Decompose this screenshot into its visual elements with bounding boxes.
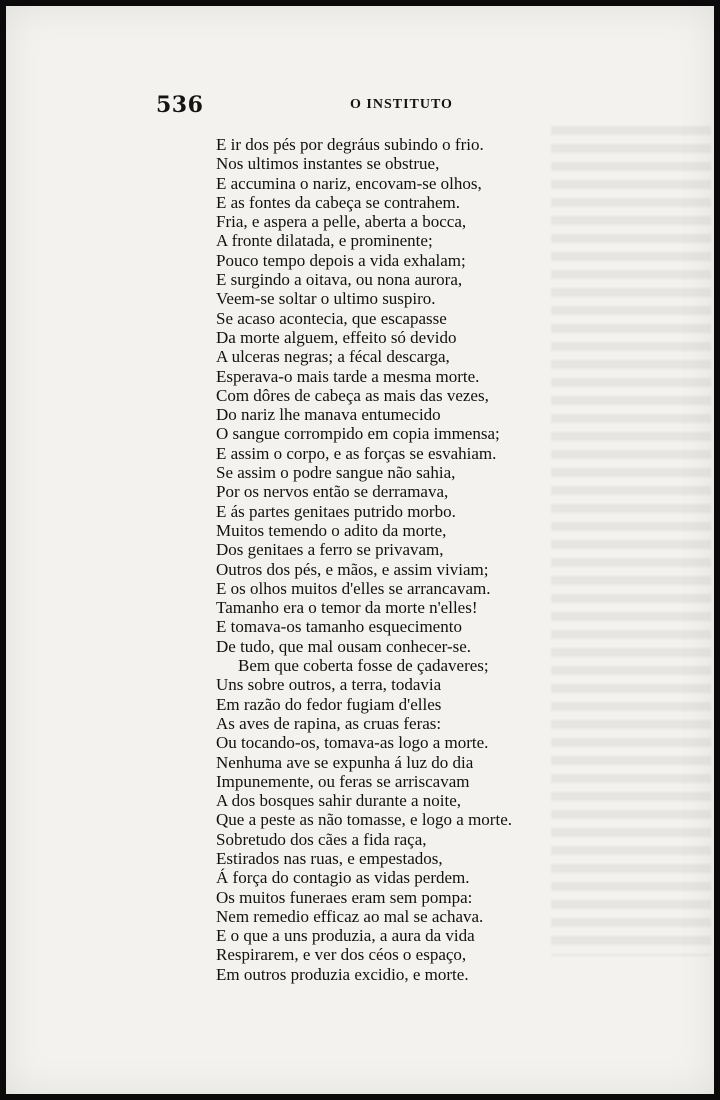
poem-line: Os muitos funeraes eram sem pompa: [216,887,473,907]
poem-line: Estirados nas ruas, e empestados, [216,848,443,868]
poem-line: Sobretudo dos cães a fida raça, [216,829,427,849]
poem-line: E ás partes genitaes putrido morbo. [216,501,456,521]
page-number: 536 [156,92,204,118]
poem-line: E accumina o nariz, encovam-se olhos, [216,173,482,193]
poem-line: Por os nervos então se derramava, [216,482,449,502]
poem-line: E os olhos muitos d'elles se arrancavam. [216,578,491,598]
poem-line: Se assim o podre sangue não sahia, [216,463,456,483]
poem-line: E ir dos pés por degráus subindo o frio. [216,135,484,154]
poem-line: Dos genitaes a ferro se privavam, [216,540,444,560]
poem-line: Tamanho era o temor da morte n'elles! [216,598,478,618]
poem-line: O sangue corrompido em copia immensa; [216,424,500,444]
poem-line: Á força do contagio as vidas perdem. [216,868,470,888]
poem-line: Muitos temendo o adito da morte, [216,520,447,540]
poem-line: Nem remedio efficaz ao mal se achava. [216,906,484,926]
poem-line: Ou tocando-os, tomava-as logo a morte. [216,733,489,753]
poem-line: Fria, e aspera a pelle, aberta a bocca, [216,212,467,232]
poem-line: Do nariz lhe manava entumecido [216,405,441,425]
poem-line: E o que a uns produzia, a aura da vida [216,926,475,946]
poem-text [216,135,546,984]
poem-line: Nos ultimos instantes se obstrue, [216,154,440,174]
poem-line: E assim o corpo, e as forças se esvahiam. [216,443,497,463]
poem-line: Veem-se soltar o ultimo suspiro. [216,289,436,309]
poem-line: Pouco tempo depois a vida exhalam; [216,250,466,270]
poem-line: Da morte alguem, effeito só devido [216,327,457,347]
poem-line: Nenhuma ave se expunha á luz do dia [216,752,474,772]
poem-line: A fronte dilatada, e prominente; [216,231,433,251]
poem-line: Uns sobre outros, a terra, todavia [216,675,442,695]
poem-line: A ulceras negras; a fécal descarga, [216,347,450,367]
poem-line: Que a peste as não tomasse, e logo a morte. [216,810,512,830]
poem-line: Em outros produzia excidio, e morte. [216,964,469,984]
poem-line: As aves de rapina, as cruas feras: [216,713,442,733]
poem-line: Com dôres de cabeça as mais das vezes, [216,385,489,405]
book-page [6,6,714,1094]
running-title: O INSTITUTO [350,97,453,112]
show-through-text [551,126,711,956]
poem-line: Esperava-o mais tarde a mesma morte. [216,366,480,386]
poem-line: A dos bosques sahir durante a noite, [216,791,462,811]
poem-line: Em razão do fedor fugiam d'elles [216,694,442,714]
poem-line: Outros dos pés, e mãos, e assim viviam; [216,559,489,579]
poem-line: Se acaso acontecia, que escapasse [216,308,447,328]
poem-line: Bem que coberta fosse de çadaveres; [238,656,489,676]
poem-line: Impunemente, ou feras se arriscavam [216,771,470,791]
poem-line: E as fontes da cabeça se contrahem. [216,192,461,212]
poem-line: De tudo, que mal ousam conhecer-se. [216,636,472,656]
poem-line: E surgindo a oitava, ou nona aurora, [216,270,463,290]
poem-line: Respirarem, e ver dos céos o espaço, [216,945,467,965]
poem-line: E tomava-os tamanho esquecimento [216,617,462,637]
